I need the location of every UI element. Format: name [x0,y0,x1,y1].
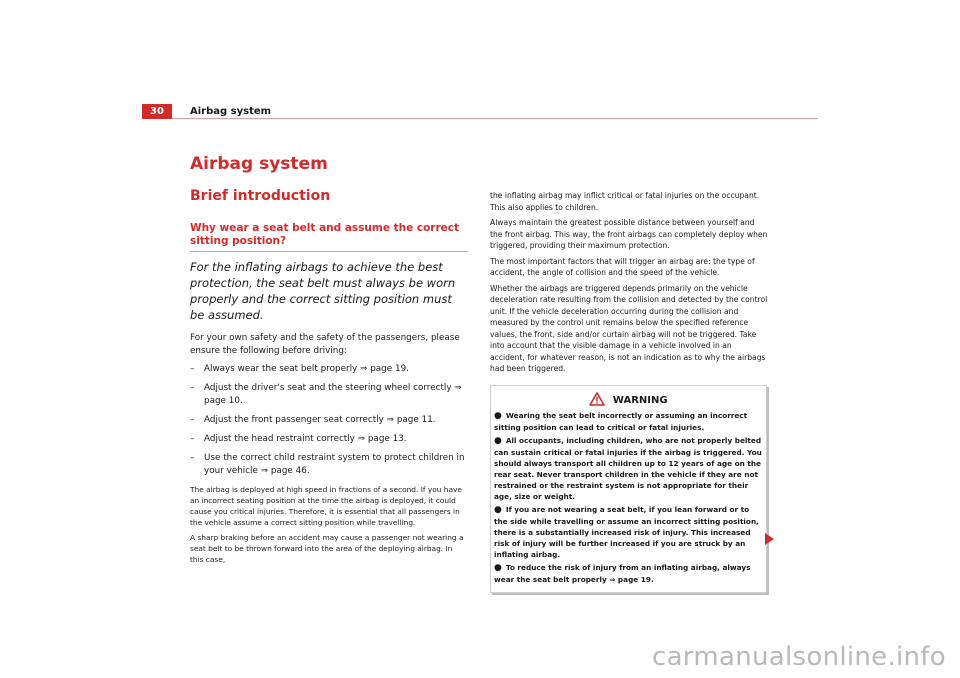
list-item [190,363,468,376]
continue-arrow-icon [765,533,774,545]
warning-title: WARNING [612,394,668,406]
right-column [490,190,768,593]
subsection-heading: Why wear a seat belt and assume the correct sitting position? [190,222,468,252]
list-item [190,414,468,427]
body-paragraph: The airbag is deployed at high speed in fractions of a second. If you have an incorrect seating position at the time the airbag is deployed, it could cause you critical injuries. Therefore, it is essential that all passengers in the vehicle assume a correct sitting position while travelling. [190,485,462,527]
body-paragraph: A sharp braking before an accident may cause a passenger not wearing a seat belt to be thrown forward into the area of the deploying airbag. In this case, [190,533,464,564]
warning-header [491,392,766,408]
warning-item-text: All occupants, including children, who are not properly belted can sustain critical or fatal injuries if the airbag is triggered. You should always transport all children up to 12 years of age on the rear seat. Never transport children in the vehicle if they are not restrained or the restraint system is not appropriate for their age, size or weight. [494,435,762,501]
left-column [190,222,468,569]
bullet-dot: ● [494,435,502,446]
page-number: 30 [142,104,172,119]
dash-marker: – [190,364,195,374]
body-paragraph: Always maintain the greatest possible distance between yourself and the front airbag. This way, the front airbags can completely deploy when triggered, providing their maximum protection. [490,218,768,250]
list-item-text: Always wear the seat belt properly ⇒ page 19. [204,364,409,374]
running-header: Airbag system [190,106,272,117]
warning-triangle-icon [589,392,605,406]
intro-paragraph: For the inflating airbags to achieve the best protection, the seat belt must always be worn properly and the correct sitting position must be assumed. [190,260,456,322]
list-item-text: Adjust the head restraint correctly ⇒ page 13. [204,434,407,444]
warning-item [491,435,766,502]
watermark: carmanualsonline.info [651,642,946,672]
dash-marker: – [190,434,195,444]
dash-marker: – [190,453,195,463]
list-item-text: Adjust the driver's seat and the steering wheel correctly ⇒ page 10. [204,383,462,406]
warning-item-text: Wearing the seat belt incorrectly or assuming an incorrect sitting position can lead to critical or fatal injuries. [494,410,748,432]
lead-paragraph: For your own safety and the safety of the passengers, please ensure the following before driving: [190,333,460,356]
bullet-dot: ● [494,410,502,421]
warning-item [491,504,766,560]
warning-box [490,385,767,593]
warning-item [491,562,766,585]
list-item [190,433,468,446]
body-paragraph: The most important factors that will trigger an airbag are: the type of accident, the angle of collision and the speed of the vehicle. [490,256,755,277]
list-item [190,382,468,408]
section-title: Brief introduction [190,188,331,204]
warning-item [491,410,766,433]
list-item-text: Use the correct child restraint system to protect children in your vehicle ⇒ page 46. [204,453,465,476]
warning-item-text: If you are not wearing a seat belt, if you lean forward or to the side while travelling or assume an incorrect sitting position, there is a substantially increased risk of injury. This increased risk of injury will be further increased if you are struck by an inflating airbag. [494,504,759,559]
list-item-text: Adjust the front passenger seat correctly ⇒ page 11. [204,415,436,425]
body-paragraph: the inflating airbag may inflict critical or fatal injuries on the occupant. This also applies to children. [490,191,760,212]
body-paragraph: Whether the airbags are triggered depends primarily on the vehicle deceleration rate resulting from the collision and detected by the control unit. If the vehicle deceleration occurring during the collision and measured by the control unit remains below the specified reference values, the front, side and/or curtain airbag will not be triggered. Take into account that the visible damage in a vehicle involved in an accident, for whatever reason, is not an indication as to why the airbags had been triggered. [490,283,768,373]
header-divider [172,118,818,119]
checklist [190,363,468,478]
dash-marker: – [190,383,195,393]
list-item [190,452,468,478]
bullet-dot: ● [494,562,502,573]
chapter-title: Airbag system [190,154,328,174]
dash-marker: – [190,415,195,425]
warning-item-text: To reduce the risk of injury from an inflating airbag, always wear the seat belt properly ⇒ page 19. [494,562,751,584]
bullet-dot: ● [494,504,502,515]
